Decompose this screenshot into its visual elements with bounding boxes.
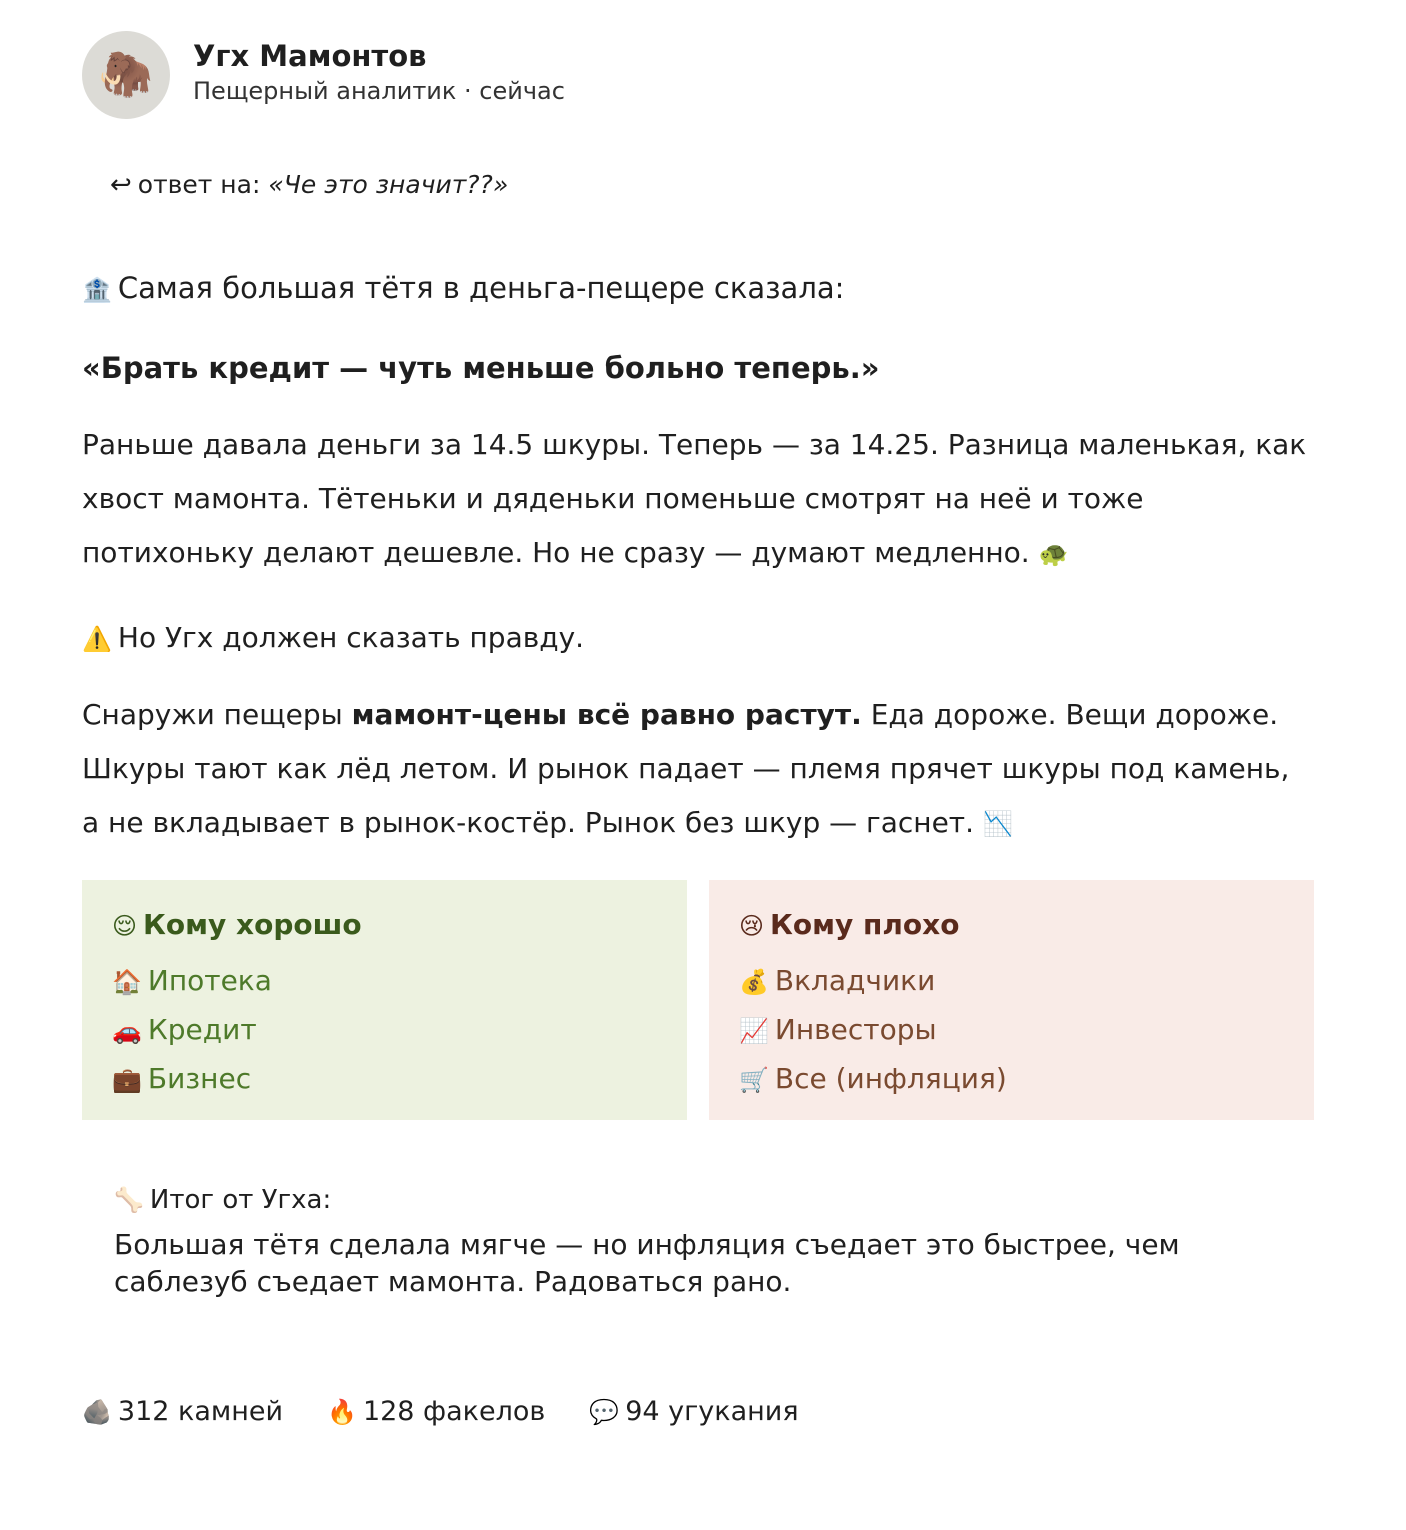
bone-icon: 🦴 xyxy=(114,1186,144,1214)
reaction-label: 312 камней xyxy=(117,1396,284,1427)
summary-text: Большая тётя сделала мягче — но инфляция съедает это быстрее, чем саблезуб съедает мамонта. Радоваться рано. xyxy=(114,1228,1180,1298)
list-item-label: Ипотека xyxy=(147,964,272,997)
reaction-torches[interactable] xyxy=(327,1392,545,1432)
reactions-bar xyxy=(82,1392,799,1432)
reply-quote: «Че это значит??» xyxy=(268,170,509,199)
paragraph-2 xyxy=(82,688,1314,851)
mammoth-icon: 🦣 xyxy=(98,49,154,100)
headline-quote: «Брать кредит — чуть меньше больно теперь.» xyxy=(82,351,880,385)
chart-up-icon: 📈 xyxy=(739,1017,769,1045)
summary-block xyxy=(114,1180,1294,1300)
list-item-label: Вкладчики xyxy=(774,964,936,997)
paragraph-2-bold: мамонт-цены всё равно растут. xyxy=(351,698,862,731)
reaction-comments[interactable] xyxy=(589,1392,798,1432)
rock-icon: 🪨 xyxy=(82,1398,112,1426)
speech-bubble-icon: 💬 xyxy=(589,1398,620,1426)
card-good-title-text: Кому хорошо xyxy=(143,908,362,941)
house-icon: 🏠 xyxy=(112,968,142,996)
warning-line xyxy=(82,618,584,659)
warning-text: Но Угх должен сказать правду. xyxy=(117,621,585,654)
relieved-face-icon: 😌 xyxy=(112,912,138,940)
author-block xyxy=(193,36,565,106)
reaction-label: 128 факелов xyxy=(362,1396,546,1427)
lead-text: Самая большая тётя в деньга-пещере сказала: xyxy=(117,271,845,305)
crying-face-icon: 😢 xyxy=(739,912,765,940)
cart-icon: 🛒 xyxy=(739,1066,769,1094)
summary-title-text: Итог от Угха: xyxy=(149,1185,332,1215)
paragraph-2-before: Снаружи пещеры xyxy=(82,698,352,731)
paragraph-1-text: Раньше давала деньги за 14.5 шкуры. Теперь — за 14.25. Разница маленькая, как хвост мамонта. Тётеньки и дяденьки поменьше смотрят на неё и тоже потихоньку делают дешевле. Но не сразу — думают медленно. xyxy=(82,428,1307,569)
author-name[interactable]: Угх Мамонтов xyxy=(193,39,427,73)
turtle-icon: 🐢 xyxy=(1038,540,1069,568)
reaction-rocks[interactable] xyxy=(82,1392,283,1432)
list-item xyxy=(739,1055,1314,1104)
list-item-label: Кредит xyxy=(147,1013,257,1046)
card-good xyxy=(82,880,687,1120)
card-bad-title xyxy=(739,904,1314,947)
car-icon: 🚗 xyxy=(112,1017,142,1045)
list-item-label: Инвесторы xyxy=(774,1013,937,1046)
card-good-title xyxy=(112,904,687,947)
avatar[interactable] xyxy=(82,31,170,119)
comparison-cards xyxy=(82,880,1314,1120)
card-bad-title-text: Кому плохо xyxy=(770,908,960,941)
list-item-label: Все (инфляция) xyxy=(774,1062,1007,1095)
money-bag-icon: 💰 xyxy=(739,968,769,996)
list-item xyxy=(112,1055,687,1104)
list-item xyxy=(112,957,687,1006)
summary-title xyxy=(114,1180,1294,1220)
paragraph-1 xyxy=(82,418,1314,581)
briefcase-icon: 💼 xyxy=(112,1066,142,1094)
post xyxy=(82,30,1314,1427)
list-item-label: Бизнес xyxy=(147,1062,252,1095)
list-item xyxy=(112,1006,687,1055)
card-bad xyxy=(709,880,1314,1120)
list-item xyxy=(739,957,1314,1006)
warning-icon: ⚠️ xyxy=(82,625,112,653)
reply-arrow-icon: ↩ xyxy=(110,170,132,200)
chart-down-icon: 📉 xyxy=(982,810,1013,838)
reaction-label: 94 угукания xyxy=(625,1396,799,1427)
lead-line xyxy=(82,268,844,310)
author-meta: Пещерный аналитик · сейчас xyxy=(193,77,565,105)
post-header xyxy=(82,30,1314,120)
list-item xyxy=(739,1006,1314,1055)
reply-prefix: ответ на: xyxy=(137,170,261,199)
paragraph-2-after: Еда дороже. Вещи дороже. Шкуры тают как лёд летом. И рынок падает — племя прячет шкуры под камень, а не вкладывает в рынок-костёр. Рынок без шкур — гаснет. xyxy=(82,698,1290,839)
bank-icon: 🏦 xyxy=(82,276,112,304)
fire-icon: 🔥 xyxy=(327,1398,357,1426)
reply-reference[interactable] xyxy=(110,170,508,200)
